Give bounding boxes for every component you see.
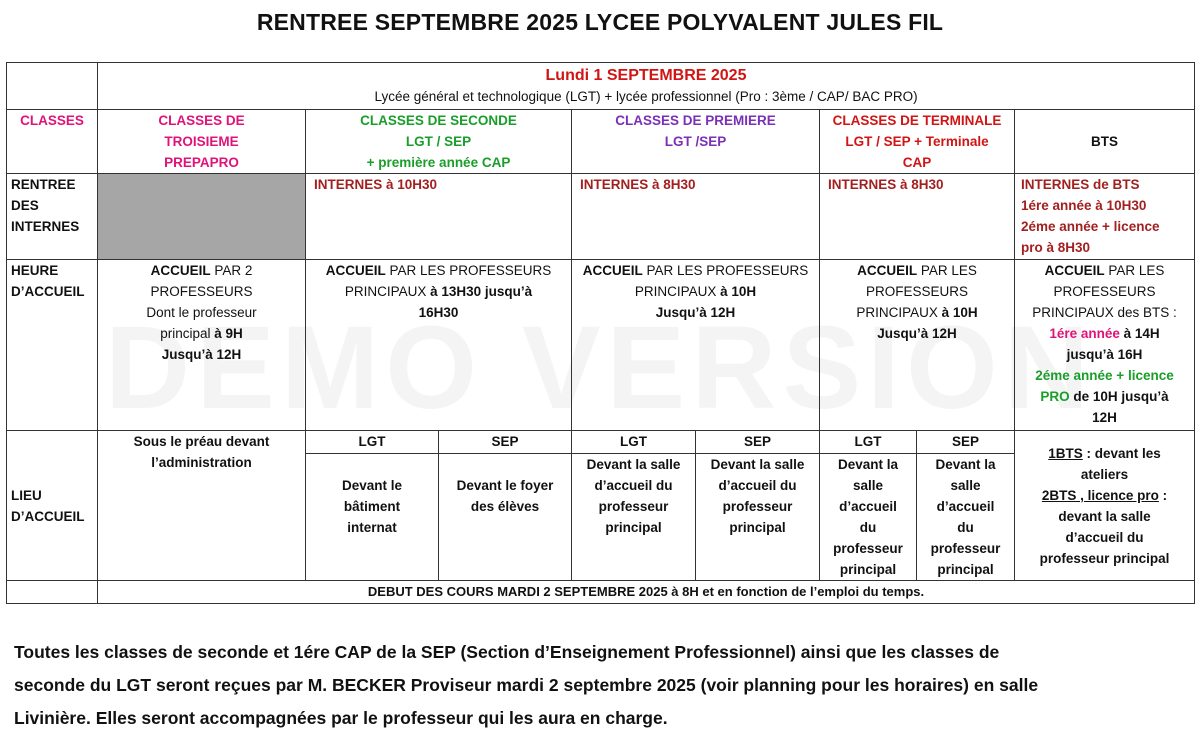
accueil-text: PAR LES <box>917 263 977 278</box>
seconde-lgt-label: LGT <box>306 431 439 454</box>
lieu-text: d’accueil du <box>594 478 673 493</box>
lieu-text: internat <box>347 520 397 535</box>
internes-label <box>7 174 98 260</box>
terminale-sep-label: SEP <box>917 431 1015 454</box>
terminale-internes: INTERNES à 8H30 <box>820 174 1015 260</box>
schedule-table <box>6 62 1195 604</box>
lieu-label <box>7 431 98 581</box>
corner-cell <box>7 63 98 110</box>
accueil-text: PAR LES PROFESSEURS <box>642 263 809 278</box>
lieu-text: principal <box>729 520 786 535</box>
accueil-word: ACCUEIL <box>325 263 386 278</box>
lieu-text: du <box>859 520 877 535</box>
bts-1bts: 1BTS <box>1048 445 1083 461</box>
bts-lieu <box>1015 431 1195 581</box>
lieu-text: devant la salle <box>1058 508 1151 524</box>
troisieme-accueil <box>98 260 306 431</box>
date-heading: Lundi 1 SEPTEMBRE 2025 <box>545 67 747 84</box>
bts-internes-line: 2éme année + licence <box>1021 219 1160 234</box>
lieu-text: d’accueil du <box>718 478 797 493</box>
date-header-cell <box>98 63 1195 110</box>
accueil-time: à 10H <box>941 305 978 320</box>
bts-internes-line: 1ére année à 10H30 <box>1021 198 1147 213</box>
note-line: Livinière. Elles seront accompagnées par le professeur qui les aura en charge. <box>14 708 668 728</box>
seconde-line: CLASSES DE SECONDE <box>360 113 517 128</box>
accueil-text: PROFESSEURS <box>1053 284 1156 299</box>
accueil-row <box>7 260 1195 431</box>
accueil-word: ACCUEIL <box>150 263 211 278</box>
premiere-line: CLASSES DE PREMIERE <box>615 113 776 128</box>
accueil-time: Jusqu’à 12H <box>655 305 736 320</box>
header-row <box>7 63 1195 110</box>
footer-corner <box>7 581 98 604</box>
lieu-text: du <box>957 520 974 535</box>
accueil-label <box>7 260 98 431</box>
lieu-text: Devant la salle <box>586 457 681 472</box>
lieu-text: professeur <box>833 541 903 556</box>
lieu-text: Devant la <box>837 457 899 472</box>
lieu-text: des élèves <box>470 499 540 514</box>
lieu-text: d’accueil <box>936 499 995 514</box>
premiere-header <box>572 110 820 174</box>
lieu-text: d’accueil du <box>1065 529 1144 545</box>
seconde-sep-label: SEP <box>439 431 572 454</box>
accueil-text: PRINCIPAUX <box>344 284 431 299</box>
note-line: seconde du LGT seront reçues par M. BECKER Proviseur mardi 2 septembre 2025 (voir planning pour les horaires) en salle <box>14 675 1039 695</box>
bts-year1: 1ére année <box>1049 326 1120 341</box>
classes-row <box>7 110 1195 174</box>
footer-row <box>7 581 1195 604</box>
accueil-time: 12H <box>1092 410 1117 425</box>
lieu-text: salle <box>852 478 884 493</box>
accueil-word: ACCUEIL <box>857 263 918 278</box>
lieu-text: Devant le <box>341 478 403 493</box>
internes-label-line: DES <box>11 198 39 213</box>
seconde-line: LGT / SEP <box>405 134 472 149</box>
troisieme-line: TROISIEME <box>164 134 239 149</box>
terminale-accueil <box>820 260 1015 431</box>
lieu-text: : <box>1158 487 1168 503</box>
notes-paragraph <box>14 636 1194 735</box>
accueil-text: PROFESSEURS <box>865 284 969 299</box>
accueil-text: principal <box>160 326 215 341</box>
lieu-text: : devant les <box>1082 445 1161 461</box>
seconde-header <box>306 110 572 174</box>
terminale-line: CLASSES DE TERMINALE <box>832 113 1002 128</box>
accueil-text: PRINCIPAUX des BTS : <box>1032 305 1177 320</box>
accueil-time: à 14H <box>1119 326 1160 341</box>
accueil-time: jusqu’à 16H <box>1066 347 1143 362</box>
accueil-time: Jusqu’à 12H <box>161 347 242 362</box>
bts-accueil <box>1015 260 1195 431</box>
seconde-sep-lieu <box>439 454 572 581</box>
note-line: Toutes les classes de seconde et 1ére CAP de la SEP (Section d’Enseignement Professionnel) ainsi que les classes de <box>14 642 1000 662</box>
internes-label-line: RENTREE <box>11 177 76 192</box>
lieu-text: principal <box>839 562 897 577</box>
internes-row <box>7 174 1195 260</box>
bts-internes-line: INTERNES de BTS <box>1021 177 1140 192</box>
premiere-accueil <box>572 260 820 431</box>
accueil-word: ACCUEIL <box>582 263 643 278</box>
bts-internes <box>1015 174 1195 260</box>
lieu-subheader-row <box>7 431 1195 454</box>
accueil-label-line: D’ACCUEIL <box>11 284 85 299</box>
lieu-text: principal <box>605 520 662 535</box>
accueil-time: de 10H jusqu’à <box>1069 389 1169 404</box>
terminale-line: CAP <box>902 155 932 170</box>
seconde-internes: INTERNES à 10H30 <box>306 174 572 260</box>
premiere-sep-label: SEP <box>696 431 820 454</box>
bts-internes-line: pro à 8H30 <box>1021 240 1091 255</box>
lieu-text: bâtiment <box>343 499 401 514</box>
accueil-time: Jusqu’à 12H <box>877 326 957 341</box>
lieu-text: Devant la salle <box>710 457 805 472</box>
lieu-text: salle <box>950 478 981 493</box>
troisieme-lieu <box>98 431 306 581</box>
lieu-text: professeur principal <box>1039 550 1170 566</box>
accueil-text: PROFESSEURS <box>150 284 253 299</box>
page-title: RENTREE SEPTEMBRE 2025 LYCEE POLYVALENT JULES FIL <box>256 9 944 35</box>
lieu-text: professeur <box>930 541 1001 556</box>
accueil-text: PAR LES <box>1104 263 1165 278</box>
cours-start: DEBUT DES COURS MARDI 2 SEPTEMBRE 2025 à 8H et en fonction de l’emploi du temps. <box>98 581 1195 604</box>
troisieme-line: CLASSES DE <box>158 113 245 128</box>
terminale-sep-lieu <box>917 454 1015 581</box>
internes-label-line: INTERNES <box>11 219 80 234</box>
accueil-text: PRINCIPAUX <box>634 284 721 299</box>
classes-label: CLASSES <box>7 110 98 174</box>
bts-year2: 2éme année + licence <box>1035 368 1174 383</box>
premiere-lgt-label: LGT <box>572 431 696 454</box>
troisieme-header <box>98 110 306 174</box>
accueil-text: PRINCIPAUX <box>856 305 942 320</box>
bts-pro: PRO <box>1040 389 1070 404</box>
troisieme-internes-empty <box>98 174 306 260</box>
accueil-word: ACCUEIL <box>1044 263 1105 278</box>
accueil-text: PAR LES PROFESSEURS <box>385 263 552 278</box>
lieu-label-line: D’ACCUEIL <box>11 508 85 524</box>
lieu-text: Sous le préau devant <box>133 434 270 449</box>
accueil-label-line: HEURE <box>11 263 59 278</box>
lieu-text: l’administration <box>151 455 252 470</box>
school-subtitle: Lycée général et technologique (LGT) + lycée professionnel (Pro : 3ème / CAP/ BAC PRO) <box>374 89 918 104</box>
lieu-text: principal <box>937 562 994 577</box>
accueil-text: Dont le professeur <box>146 305 257 320</box>
accueil-time: à 10H <box>720 284 757 299</box>
accueil-text: PAR 2 <box>210 263 253 278</box>
troisieme-line: PREPAPRO <box>164 155 239 170</box>
lieu-text: professeur <box>722 499 793 514</box>
terminale-lgt-lieu <box>820 454 917 581</box>
premiere-lgt-lieu <box>572 454 696 581</box>
terminale-lgt-label: LGT <box>820 431 917 454</box>
bts-header: BTS <box>1015 110 1195 174</box>
lieu-text: Devant le foyer <box>456 478 554 493</box>
terminale-line: LGT / SEP + Terminale <box>845 134 989 149</box>
accueil-time: 16H30 <box>418 305 459 320</box>
premiere-sep-lieu <box>696 454 820 581</box>
lieu-text: professeur <box>598 499 669 514</box>
lieu-text: ateliers <box>1080 466 1129 482</box>
terminale-header <box>820 110 1015 174</box>
lieu-text: Devant la <box>935 457 996 472</box>
accueil-time: à 13H30 jusqu’à <box>430 284 533 299</box>
lieu-label-line: LIEU <box>11 487 42 503</box>
premiere-internes: INTERNES à 8H30 <box>572 174 820 260</box>
seconde-accueil <box>306 260 572 431</box>
seconde-lgt-lieu <box>306 454 439 581</box>
bts-2bts: 2BTS , licence pro <box>1041 487 1159 503</box>
premiere-line: LGT /SEP <box>664 134 727 149</box>
accueil-time: à 9H <box>214 326 243 341</box>
lieu-text: d’accueil <box>839 499 897 514</box>
seconde-line: + première année CAP <box>366 155 511 170</box>
